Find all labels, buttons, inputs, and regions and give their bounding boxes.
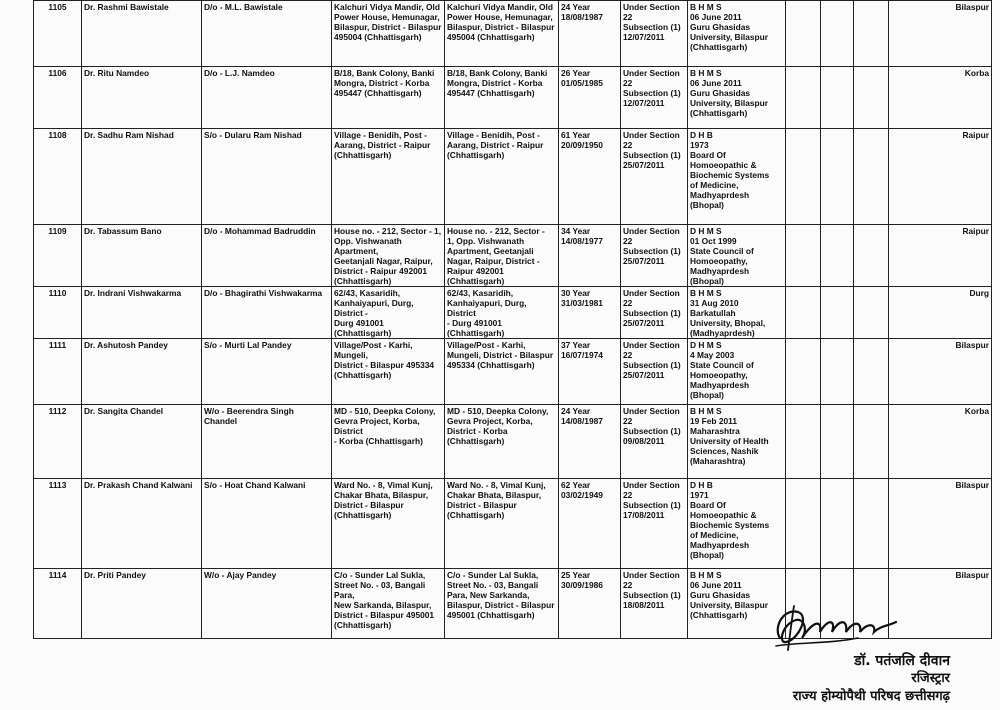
qualification: B H M S 06 June 2011 Guru Ghasidas University, Bilaspur (Chhattisgarh) (688, 1, 786, 67)
council-name: राज्य होम्योपैथी परिषद छत्तीसगढ़ (792, 689, 950, 704)
parent-spouse: S/o - Hoat Chand Kalwani (202, 479, 332, 569)
district: Korba (889, 67, 992, 129)
district: Bilaspur (889, 1, 992, 67)
parent-spouse: D/o - M.L. Bawistale (202, 1, 332, 67)
serial-number: 1112 (34, 405, 82, 479)
doctor-name: Dr. Ritu Namdeo (82, 67, 202, 129)
district: Raipur (889, 129, 992, 225)
blank-cell (854, 225, 889, 287)
registration-section: Under Section 22 Subsection (1) 12/07/2011 (621, 1, 688, 67)
address-present: C/o - Sunder Lal Sukla, Street No. - 03, Bangali Para, New Sarkanda, Bilaspur, District - Bilaspur 495001 (Chhattisgarh) (445, 569, 559, 639)
qualification: B H M S 31 Aug 2010 Barkatullah University, Bhopal, (Madhyaprdesh) (688, 287, 786, 339)
age-dob: 30 Year 31/03/1981 (559, 287, 621, 339)
table-row (34, 287, 992, 339)
blank-cell (854, 1, 889, 67)
doctor-name: Dr. Tabassum Bano (82, 225, 202, 287)
serial-number: 1114 (34, 569, 82, 639)
address-permanent: C/o - Sunder Lal Sukla, Street No. - 03, Bangali Para, New Sarkanda, Bilaspur, District - Bilaspur 495001 (Chhattisgarh) (332, 569, 445, 639)
qualification: B H M S 19 Feb 2011 Maharashtra University of Health Sciences, Nashik (Maharashtra) (688, 405, 786, 479)
district: Raipur (889, 225, 992, 287)
age-dob: 24 Year 14/08/1987 (559, 405, 621, 479)
parent-spouse: D/o - Mohammad Badruddin (202, 225, 332, 287)
blank-cell (786, 1, 821, 67)
registrar-name: डॉ. पतंजलि दीवान (854, 653, 950, 669)
table-row (34, 339, 992, 405)
qualification: B H M S 06 June 2011 Guru Ghasidas University, Bilaspur (Chhattisgarh) (688, 569, 786, 639)
registration-section: Under Section 22 Subsection (1) 25/07/2011 (621, 225, 688, 287)
age-dob: 24 Year 18/08/1987 (559, 1, 621, 67)
table-row (34, 225, 992, 287)
address-permanent: Ward No. - 8, Vimal Kunj, Chakar Bhata, Bilaspur, District - Bilaspur (Chhattisgarh) (332, 479, 445, 569)
doctor-name: Dr. Indrani Vishwakarma (82, 287, 202, 339)
blank-cell (854, 67, 889, 129)
registration-section: Under Section 22 Subsection (1) 17/08/2011 (621, 479, 688, 569)
blank-cell (854, 479, 889, 569)
blank-cell (854, 129, 889, 225)
serial-number: 1110 (34, 287, 82, 339)
registration-section: Under Section 22 Subsection (1) 25/07/2011 (621, 287, 688, 339)
registrar-signature (768, 598, 908, 658)
parent-spouse: W/o - Ajay Pandey (202, 569, 332, 639)
doctor-name: Dr. Rashmi Bawistale (82, 1, 202, 67)
address-present: House no. - 212, Sector - 1, Opp. Vishwanath Apartment, Geetanjali Nagar, Raipur, District - Raipur 492001 (Chhattisgarh) (445, 225, 559, 287)
blank-cell (821, 479, 854, 569)
address-permanent: Village - Benidih, Post - Aarang, District - Raipur (Chhattisgarh) (332, 129, 445, 225)
qualification: D H M S 4 May 2003 State Council of Homoeopathy, Madhyaprdesh (Bhopal) (688, 339, 786, 405)
qualification: D H B 1971 Board Of Homoeopathic & Biochemic Systems of Medicine, Madhyaprdesh (Bhopal) (688, 479, 786, 569)
blank-cell (821, 287, 854, 339)
doctor-name: Dr. Priti Pandey (82, 569, 202, 639)
district: Korba (889, 405, 992, 479)
registration-section: Under Section 22 Subsection (1) 25/07/2011 (621, 339, 688, 405)
registration-section: Under Section 22 Subsection (1) 18/08/2011 (621, 569, 688, 639)
doctor-name: Dr. Prakash Chand Kalwani (82, 479, 202, 569)
blank-cell (821, 405, 854, 479)
address-present: B/18, Bank Colony, Banki Mongra, District - Korba 495447 (Chhattisgarh) (445, 67, 559, 129)
address-permanent: B/18, Bank Colony, Banki Mongra, District - Korba 495447 (Chhattisgarh) (332, 67, 445, 129)
address-present: Village - Benidih, Post - Aarang, District - Raipur (Chhattisgarh) (445, 129, 559, 225)
qualification: D H B 1973 Board Of Homoeopathic & Biochemic Systems of Medicine, Madhyaprdesh (Bhopal) (688, 129, 786, 225)
signature-block (793, 652, 950, 706)
table-row (34, 67, 992, 129)
blank-cell (786, 129, 821, 225)
blank-cell (854, 405, 889, 479)
blank-cell (786, 339, 821, 405)
address-permanent: Village/Post - Karhi, Mungeli, District - Bilaspur 495334 (Chhattisgarh) (332, 339, 445, 405)
blank-cell (821, 129, 854, 225)
parent-spouse: S/o - Murti Lal Pandey (202, 339, 332, 405)
blank-cell (786, 479, 821, 569)
address-permanent: 62/43, Kasaridih, Kanhaiyapuri, Durg, District - Durg 491001 (Chhattisgarh) (332, 287, 445, 339)
blank-cell (786, 67, 821, 129)
address-present: MD - 510, Deepka Colony, Gevra Project, Korba, District - Korba (Chhattisgarh) (445, 405, 559, 479)
age-dob: 34 Year 14/08/1977 (559, 225, 621, 287)
doctor-name: Dr. Ashutosh Pandey (82, 339, 202, 405)
serial-number: 1108 (34, 129, 82, 225)
serial-number: 1111 (34, 339, 82, 405)
registration-section: Under Section 22 Subsection (1) 25/07/2011 (621, 129, 688, 225)
registration-section: Under Section 22 Subsection (1) 09/08/2011 (621, 405, 688, 479)
age-dob: 37 Year 16/07/1974 (559, 339, 621, 405)
table-row (34, 405, 992, 479)
registrar-designation: रजिस्ट्रार (911, 671, 950, 686)
blank-cell (786, 405, 821, 479)
age-dob: 62 Year 03/02/1949 (559, 479, 621, 569)
parent-spouse: W/o - Beerendra Singh Chandel (202, 405, 332, 479)
registration-section: Under Section 22 Subsection (1) 12/07/2011 (621, 67, 688, 129)
doctor-name: Dr. Sangita Chandel (82, 405, 202, 479)
address-permanent: Kalchuri Vidya Mandir, Old Power House, Hemunagar, Bilaspur, District - Bilaspur 495004 (Chhattisgarh) (332, 1, 445, 67)
serial-number: 1113 (34, 479, 82, 569)
address-present: Village/Post - Karhi, Mungeli, District - Bilaspur 495334 (Chhattisgarh) (445, 339, 559, 405)
blank-cell (854, 339, 889, 405)
serial-number: 1105 (34, 1, 82, 67)
age-dob: 61 Year 20/09/1950 (559, 129, 621, 225)
table-row (34, 479, 992, 569)
address-present: Ward No. - 8, Vimal Kunj, Chakar Bhata, Bilaspur, District - Bilaspur (Chhattisgarh) (445, 479, 559, 569)
address-present: Kalchuri Vidya Mandir, Old Power House, Hemunagar, Bilaspur, District - Bilaspur 495004 (Chhattisgarh) (445, 1, 559, 67)
district: Bilaspur (889, 339, 992, 405)
table-row (34, 129, 992, 225)
serial-number: 1109 (34, 225, 82, 287)
qualification: B H M S 06 June 2011 Guru Ghasidas University, Bilaspur (Chhattisgarh) (688, 67, 786, 129)
age-dob: 26 Year 01/05/1985 (559, 67, 621, 129)
address-permanent: MD - 510, Deepka Colony, Gevra Project, Korba, District - Korba (Chhattisgarh) (332, 405, 445, 479)
qualification: D H M S 01 Oct 1999 State Council of Homoeopathy, Madhyaprdesh (Bhopal) (688, 225, 786, 287)
district: Bilaspur (889, 479, 992, 569)
district: Durg (889, 287, 992, 339)
serial-number: 1106 (34, 67, 82, 129)
parent-spouse: S/o - Dularu Ram Nishad (202, 129, 332, 225)
blank-cell (821, 1, 854, 67)
parent-spouse: D/o - L.J. Namdeo (202, 67, 332, 129)
parent-spouse: D/o - Bhagirathi Vishwakarma (202, 287, 332, 339)
blank-cell (821, 67, 854, 129)
blank-cell (854, 287, 889, 339)
age-dob: 25 Year 30/09/1986 (559, 569, 621, 639)
doctor-name: Dr. Sadhu Ram Nishad (82, 129, 202, 225)
address-present: 62/43, Kasaridih, Kanhaiyapuri, Durg, District - Durg 491001 (Chhattisgarh) (445, 287, 559, 339)
registration-table (33, 0, 992, 639)
district: Bilaspur (889, 569, 992, 639)
address-permanent: House no. - 212, Sector - 1, Opp. Vishwanath Apartment, Geetanjali Nagar, Raipur, District - Raipur 492001 (Chhattisgarh) (332, 225, 445, 287)
blank-cell (821, 339, 854, 405)
blank-cell (786, 225, 821, 287)
blank-cell (786, 287, 821, 339)
blank-cell (821, 225, 854, 287)
table-row (34, 1, 992, 67)
